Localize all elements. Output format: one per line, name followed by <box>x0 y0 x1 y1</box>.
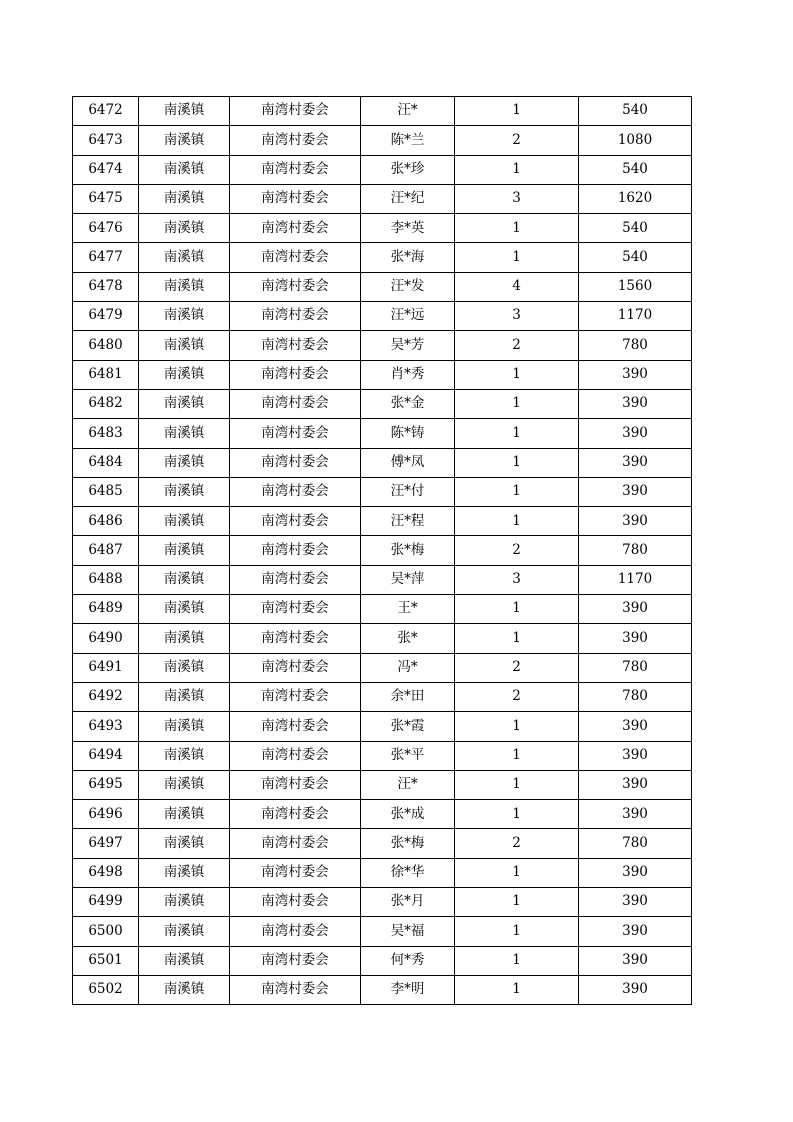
row-number-cell: 6482 <box>73 389 139 418</box>
town-cell: 南溪镇 <box>139 829 230 858</box>
person-name-cell: 陈*兰 <box>361 126 455 155</box>
row-number-cell: 6476 <box>73 214 139 243</box>
table-row <box>73 302 692 331</box>
amount-cell: 390 <box>579 975 692 1004</box>
town-cell: 南溪镇 <box>139 97 230 126</box>
person-count-cell: 1 <box>455 624 579 653</box>
village-committee-cell: 南湾村委会 <box>230 682 361 711</box>
village-committee-cell: 南湾村委会 <box>230 389 361 418</box>
person-name-cell: 李*明 <box>361 975 455 1004</box>
amount-cell: 540 <box>579 214 692 243</box>
amount-cell: 780 <box>579 331 692 360</box>
amount-cell: 390 <box>579 858 692 887</box>
person-count-cell: 1 <box>455 800 579 829</box>
person-name-cell: 汪*纪 <box>361 184 455 213</box>
person-name-cell: 张*梅 <box>361 536 455 565</box>
row-number-cell: 6501 <box>73 946 139 975</box>
amount-cell: 1620 <box>579 184 692 213</box>
village-committee-cell: 南湾村委会 <box>230 888 361 917</box>
table-row <box>73 419 692 448</box>
row-number-cell: 6477 <box>73 243 139 272</box>
row-number-cell: 6492 <box>73 682 139 711</box>
person-name-cell: 吴*萍 <box>361 565 455 594</box>
village-committee-cell: 南湾村委会 <box>230 770 361 799</box>
person-count-cell: 2 <box>455 536 579 565</box>
amount-cell: 780 <box>579 536 692 565</box>
table-row <box>73 184 692 213</box>
row-number-cell: 6483 <box>73 419 139 448</box>
village-committee-cell: 南湾村委会 <box>230 946 361 975</box>
table-row <box>73 272 692 301</box>
village-committee-cell: 南湾村委会 <box>230 917 361 946</box>
table-row <box>73 126 692 155</box>
row-number-cell: 6484 <box>73 448 139 477</box>
town-cell: 南溪镇 <box>139 184 230 213</box>
town-cell: 南溪镇 <box>139 975 230 1004</box>
person-count-cell: 2 <box>455 653 579 682</box>
person-count-cell: 1 <box>455 712 579 741</box>
person-name-cell: 吴*芳 <box>361 331 455 360</box>
town-cell: 南溪镇 <box>139 536 230 565</box>
town-cell: 南溪镇 <box>139 858 230 887</box>
amount-cell: 390 <box>579 477 692 506</box>
table-row <box>73 595 692 624</box>
person-count-cell: 2 <box>455 682 579 711</box>
person-count-cell: 3 <box>455 302 579 331</box>
row-number-cell: 6500 <box>73 917 139 946</box>
row-number-cell: 6488 <box>73 565 139 594</box>
village-committee-cell: 南湾村委会 <box>230 448 361 477</box>
table-row <box>73 243 692 272</box>
village-committee-cell: 南湾村委会 <box>230 565 361 594</box>
person-count-cell: 1 <box>455 97 579 126</box>
town-cell: 南溪镇 <box>139 126 230 155</box>
person-name-cell: 汪*发 <box>361 272 455 301</box>
roster-table-body <box>73 97 692 1005</box>
row-number-cell: 6502 <box>73 975 139 1004</box>
amount-cell: 780 <box>579 682 692 711</box>
amount-cell: 390 <box>579 770 692 799</box>
person-name-cell: 张*梅 <box>361 829 455 858</box>
village-committee-cell: 南湾村委会 <box>230 126 361 155</box>
person-count-cell: 1 <box>455 975 579 1004</box>
table-row <box>73 331 692 360</box>
table-row <box>73 975 692 1004</box>
person-name-cell: 傅*凤 <box>361 448 455 477</box>
person-count-cell: 1 <box>455 243 579 272</box>
amount-cell: 1080 <box>579 126 692 155</box>
person-count-cell: 1 <box>455 888 579 917</box>
table-row <box>73 800 692 829</box>
row-number-cell: 6473 <box>73 126 139 155</box>
village-committee-cell: 南湾村委会 <box>230 712 361 741</box>
person-count-cell: 1 <box>455 507 579 536</box>
village-committee-cell: 南湾村委会 <box>230 184 361 213</box>
person-name-cell: 张*成 <box>361 800 455 829</box>
amount-cell: 390 <box>579 741 692 770</box>
row-number-cell: 6490 <box>73 624 139 653</box>
person-count-cell: 4 <box>455 272 579 301</box>
town-cell: 南溪镇 <box>139 389 230 418</box>
village-committee-cell: 南湾村委会 <box>230 829 361 858</box>
person-count-cell: 2 <box>455 829 579 858</box>
person-count-cell: 1 <box>455 214 579 243</box>
row-number-cell: 6493 <box>73 712 139 741</box>
amount-cell: 540 <box>579 97 692 126</box>
person-count-cell: 1 <box>455 917 579 946</box>
amount-cell: 540 <box>579 155 692 184</box>
table-row <box>73 448 692 477</box>
amount-cell: 390 <box>579 419 692 448</box>
table-row <box>73 946 692 975</box>
amount-cell: 1170 <box>579 302 692 331</box>
person-name-cell: 张*平 <box>361 741 455 770</box>
amount-cell: 1170 <box>579 565 692 594</box>
town-cell: 南溪镇 <box>139 888 230 917</box>
row-number-cell: 6480 <box>73 331 139 360</box>
village-committee-cell: 南湾村委会 <box>230 858 361 887</box>
person-name-cell: 汪*付 <box>361 477 455 506</box>
person-count-cell: 1 <box>455 858 579 887</box>
person-name-cell: 汪*程 <box>361 507 455 536</box>
person-count-cell: 2 <box>455 331 579 360</box>
person-count-cell: 1 <box>455 448 579 477</box>
village-committee-cell: 南湾村委会 <box>230 653 361 682</box>
person-count-cell: 1 <box>455 389 579 418</box>
person-name-cell: 张*金 <box>361 389 455 418</box>
town-cell: 南溪镇 <box>139 770 230 799</box>
town-cell: 南溪镇 <box>139 653 230 682</box>
table-row <box>73 97 692 126</box>
person-count-cell: 1 <box>455 477 579 506</box>
town-cell: 南溪镇 <box>139 448 230 477</box>
table-row <box>73 536 692 565</box>
person-name-cell: 王* <box>361 595 455 624</box>
person-name-cell: 汪* <box>361 97 455 126</box>
village-committee-cell: 南湾村委会 <box>230 97 361 126</box>
row-number-cell: 6491 <box>73 653 139 682</box>
town-cell: 南溪镇 <box>139 712 230 741</box>
table-row <box>73 917 692 946</box>
village-committee-cell: 南湾村委会 <box>230 507 361 536</box>
table-row <box>73 770 692 799</box>
amount-cell: 390 <box>579 448 692 477</box>
row-number-cell: 6498 <box>73 858 139 887</box>
town-cell: 南溪镇 <box>139 419 230 448</box>
amount-cell: 1560 <box>579 272 692 301</box>
village-committee-cell: 南湾村委会 <box>230 536 361 565</box>
person-name-cell: 徐*华 <box>361 858 455 887</box>
table-row <box>73 214 692 243</box>
person-name-cell: 何*秀 <box>361 946 455 975</box>
town-cell: 南溪镇 <box>139 302 230 331</box>
amount-cell: 780 <box>579 653 692 682</box>
town-cell: 南溪镇 <box>139 595 230 624</box>
row-number-cell: 6472 <box>73 97 139 126</box>
amount-cell: 390 <box>579 624 692 653</box>
table-row <box>73 829 692 858</box>
amount-cell: 780 <box>579 829 692 858</box>
village-committee-cell: 南湾村委会 <box>230 331 361 360</box>
person-count-cell: 1 <box>455 595 579 624</box>
town-cell: 南溪镇 <box>139 946 230 975</box>
town-cell: 南溪镇 <box>139 477 230 506</box>
person-count-cell: 1 <box>455 770 579 799</box>
town-cell: 南溪镇 <box>139 682 230 711</box>
row-number-cell: 6486 <box>73 507 139 536</box>
person-name-cell: 张*月 <box>361 888 455 917</box>
table-row <box>73 888 692 917</box>
amount-cell: 390 <box>579 507 692 536</box>
person-count-cell: 1 <box>455 155 579 184</box>
table-row <box>73 858 692 887</box>
table-row <box>73 653 692 682</box>
town-cell: 南溪镇 <box>139 243 230 272</box>
row-number-cell: 6475 <box>73 184 139 213</box>
person-name-cell: 张* <box>361 624 455 653</box>
row-number-cell: 6479 <box>73 302 139 331</box>
row-number-cell: 6485 <box>73 477 139 506</box>
town-cell: 南溪镇 <box>139 741 230 770</box>
town-cell: 南溪镇 <box>139 917 230 946</box>
table-row <box>73 360 692 389</box>
person-count-cell: 1 <box>455 419 579 448</box>
person-name-cell: 汪*远 <box>361 302 455 331</box>
row-number-cell: 6478 <box>73 272 139 301</box>
document-page <box>72 96 692 1005</box>
amount-cell: 390 <box>579 888 692 917</box>
town-cell: 南溪镇 <box>139 331 230 360</box>
table-row <box>73 155 692 184</box>
town-cell: 南溪镇 <box>139 624 230 653</box>
amount-cell: 390 <box>579 800 692 829</box>
row-number-cell: 6499 <box>73 888 139 917</box>
roster-table <box>72 96 692 1005</box>
village-committee-cell: 南湾村委会 <box>230 741 361 770</box>
table-row <box>73 741 692 770</box>
town-cell: 南溪镇 <box>139 214 230 243</box>
town-cell: 南溪镇 <box>139 800 230 829</box>
row-number-cell: 6494 <box>73 741 139 770</box>
village-committee-cell: 南湾村委会 <box>230 155 361 184</box>
row-number-cell: 6497 <box>73 829 139 858</box>
row-number-cell: 6496 <box>73 800 139 829</box>
amount-cell: 390 <box>579 917 692 946</box>
person-name-cell: 张*海 <box>361 243 455 272</box>
person-name-cell: 张*霞 <box>361 712 455 741</box>
row-number-cell: 6481 <box>73 360 139 389</box>
row-number-cell: 6474 <box>73 155 139 184</box>
town-cell: 南溪镇 <box>139 507 230 536</box>
village-committee-cell: 南湾村委会 <box>230 302 361 331</box>
person-count-cell: 3 <box>455 184 579 213</box>
row-number-cell: 6487 <box>73 536 139 565</box>
table-row <box>73 565 692 594</box>
person-name-cell: 吴*福 <box>361 917 455 946</box>
person-count-cell: 1 <box>455 741 579 770</box>
town-cell: 南溪镇 <box>139 155 230 184</box>
village-committee-cell: 南湾村委会 <box>230 800 361 829</box>
village-committee-cell: 南湾村委会 <box>230 272 361 301</box>
village-committee-cell: 南湾村委会 <box>230 214 361 243</box>
person-name-cell: 汪* <box>361 770 455 799</box>
person-name-cell: 肖*秀 <box>361 360 455 389</box>
person-count-cell: 1 <box>455 360 579 389</box>
town-cell: 南溪镇 <box>139 272 230 301</box>
amount-cell: 390 <box>579 360 692 389</box>
table-row <box>73 389 692 418</box>
table-row <box>73 507 692 536</box>
amount-cell: 390 <box>579 946 692 975</box>
village-committee-cell: 南湾村委会 <box>230 419 361 448</box>
person-name-cell: 冯* <box>361 653 455 682</box>
person-name-cell: 李*英 <box>361 214 455 243</box>
person-name-cell: 陈*铸 <box>361 419 455 448</box>
town-cell: 南溪镇 <box>139 565 230 594</box>
table-row <box>73 712 692 741</box>
village-committee-cell: 南湾村委会 <box>230 595 361 624</box>
village-committee-cell: 南湾村委会 <box>230 975 361 1004</box>
table-row <box>73 477 692 506</box>
amount-cell: 540 <box>579 243 692 272</box>
table-row <box>73 682 692 711</box>
amount-cell: 390 <box>579 595 692 624</box>
row-number-cell: 6489 <box>73 595 139 624</box>
person-name-cell: 张*珍 <box>361 155 455 184</box>
village-committee-cell: 南湾村委会 <box>230 477 361 506</box>
amount-cell: 390 <box>579 389 692 418</box>
person-count-cell: 1 <box>455 946 579 975</box>
row-number-cell: 6495 <box>73 770 139 799</box>
table-row <box>73 624 692 653</box>
village-committee-cell: 南湾村委会 <box>230 360 361 389</box>
person-count-cell: 2 <box>455 126 579 155</box>
village-committee-cell: 南湾村委会 <box>230 243 361 272</box>
person-count-cell: 3 <box>455 565 579 594</box>
amount-cell: 390 <box>579 712 692 741</box>
person-name-cell: 余*田 <box>361 682 455 711</box>
village-committee-cell: 南湾村委会 <box>230 624 361 653</box>
town-cell: 南溪镇 <box>139 360 230 389</box>
